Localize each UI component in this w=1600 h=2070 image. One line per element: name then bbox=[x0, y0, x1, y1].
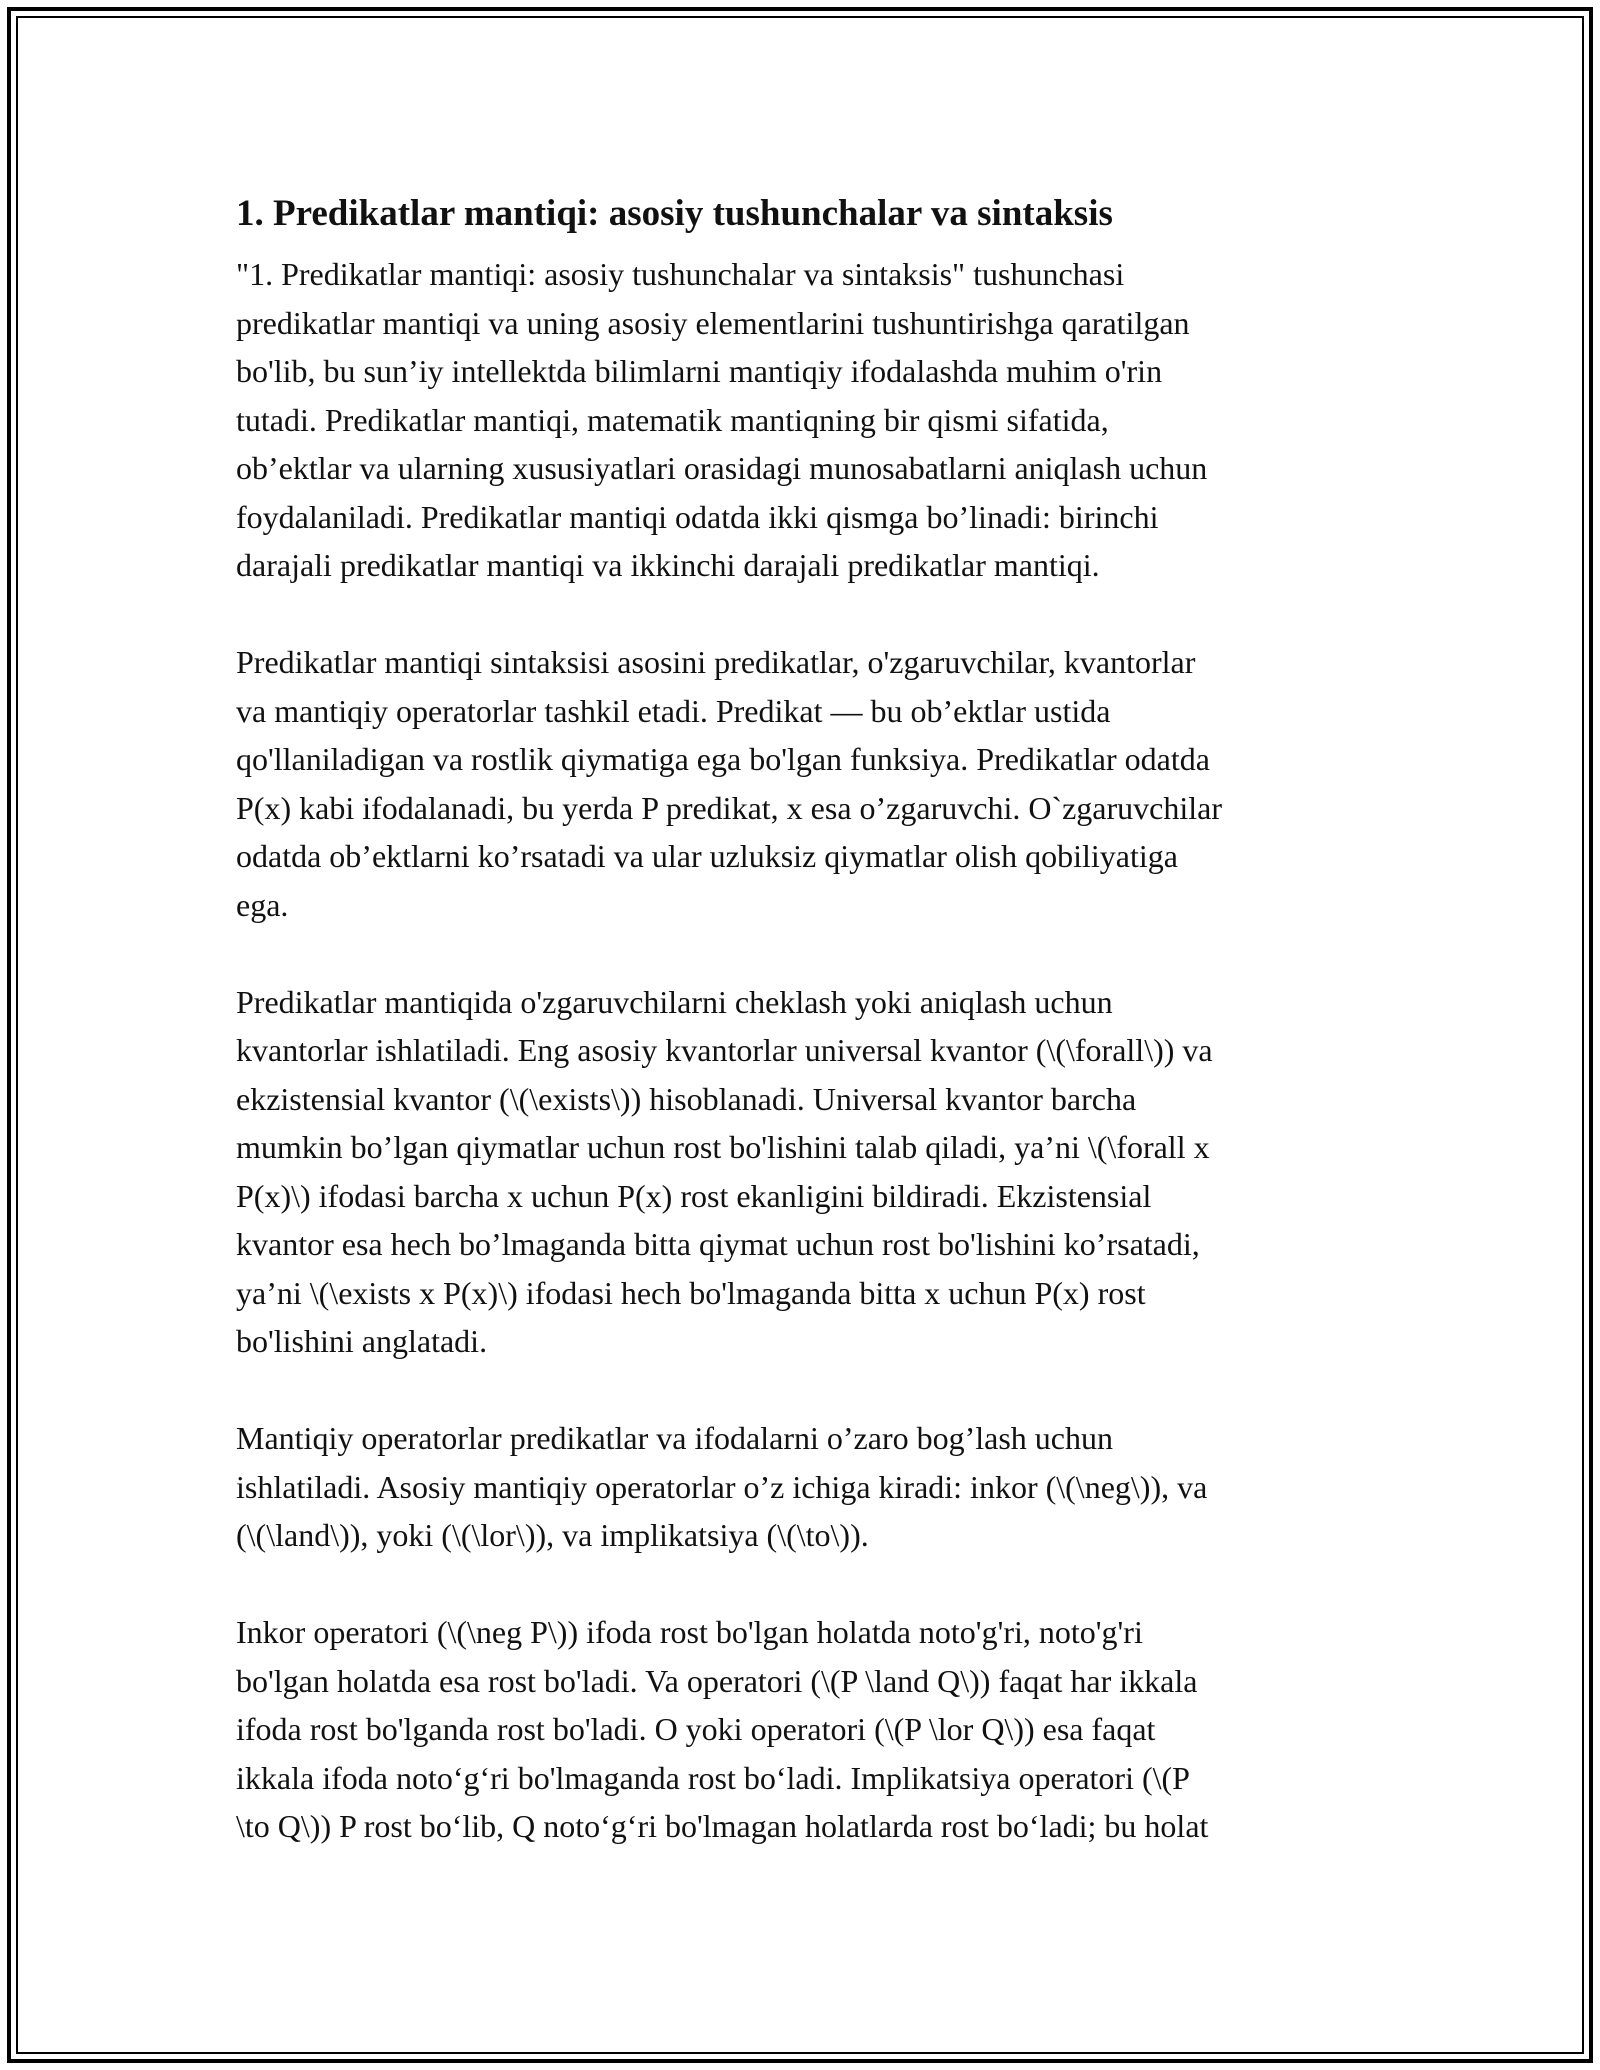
paragraph-line: Predikatlar mantiqi sintaksisi asosini predikatlar, o'zgaruvchilar, kvantorlar bbox=[236, 644, 1196, 680]
document-body bbox=[236, 190, 1376, 1899]
paragraph-line: ikkala ifoda noto‘g‘ri bo'lmaganda rost bo‘ladi. Implikatsiya operatori (\(P bbox=[236, 1759, 1190, 1796]
paragraph-line: odatda ob’ektlarni ko’rsatadi va ular uzluksiz qiymatlar olish qobiliyatiga bbox=[236, 838, 1178, 874]
paragraph-intro bbox=[236, 250, 1376, 590]
paragraph-line: ifoda rost bo'lganda rost bo'ladi. O yoki operatori (\(P \lor Q\)) esa faqat bbox=[236, 1711, 1156, 1747]
section-heading: 1. Predikatlar mantiqi: asosiy tushunchalar va sintaksis bbox=[236, 193, 1113, 234]
paragraph-line: "1. Predikatlar mantiqi: asosiy tushunchalar va sintaksis" tushunchasi bbox=[236, 256, 1125, 292]
paragraph-line: darajali predikatlar mantiqi va ikkinchi darajali predikatlar mantiqi. bbox=[236, 547, 1100, 583]
paragraph-operator-semantics bbox=[236, 1608, 1376, 1851]
paragraph-line: ob’ektlar va ularning xususiyatlari orasidagi munosabatlarni aniqlash uchun bbox=[236, 450, 1208, 486]
paragraph-line: bo'lib, bu sun’iy intellektda bilimlarni mantiqiy ifodalashda muhim o'rin bbox=[236, 353, 1163, 389]
paragraph-quantifiers bbox=[236, 978, 1376, 1366]
paragraph-line: bo'lishini anglatadi. bbox=[236, 1323, 488, 1359]
paragraph-line: ekzistensial kvantor (\(\exists\)) hisoblanadi. Universal kvantor barcha bbox=[236, 1080, 1137, 1117]
paragraph-line: P(x)\) ifodasi barcha x uchun P(x) rost ekanligini bildiradi. Ekzistensial bbox=[236, 1177, 1152, 1214]
paragraph-line: ya’ni \(\exists x P(x)\) ifodasi hech bo'lmaganda bitta x uchun P(x) rost bbox=[236, 1274, 1146, 1311]
paragraph-line: tutadi. Predikatlar mantiqi, matematik mantiqning bir qismi sifatida, bbox=[236, 401, 1109, 438]
paragraph-line: Mantiqiy operatorlar predikatlar va ifodalarni o’zaro bog’lash uchun bbox=[236, 1420, 1113, 1456]
paragraph-line: kvantor esa hech bo’lmaganda bitta qiymat uchun rost bo'lishini ko’rsatadi, bbox=[236, 1226, 1200, 1262]
paragraph-line: ega. bbox=[236, 886, 289, 923]
paragraph-line: \to Q\)) P rost bo‘lib, Q noto‘g‘ri bo'lmagan holatlarda rost bo‘ladi; bu holat bbox=[236, 1808, 1209, 1844]
paragraph-line: qo'llaniladigan va rostlik qiymatiga ega bo'lgan funksiya. Predikatlar odatda bbox=[236, 741, 1210, 777]
paragraph-line: predikatlar mantiqi va uning asosiy elementlarini tushuntirishga qaratilgan bbox=[236, 304, 1190, 341]
paragraph-syntax bbox=[236, 638, 1376, 929]
paragraph-line: mumkin bo’lgan qiymatlar uchun rost bo'lishini talab qiladi, ya’ni \(\forall x bbox=[236, 1129, 1210, 1165]
paragraph-line: va mantiqiy operatorlar tashkil etadi. Predikat — bu ob’ektlar ustida bbox=[236, 692, 1111, 729]
paragraph-line: (\(\land\)), yoki (\(\lor\)), va implikatsiya (\(\to\)). bbox=[236, 1517, 869, 1553]
paragraph-line: bo'lgan holatda esa rost bo'ladi. Va operatori (\(P \land Q\)) faqat har ikkala bbox=[236, 1662, 1198, 1699]
paragraph-line: Predikatlar mantiqida o'zgaruvchilarni cheklash yoki aniqlash uchun bbox=[236, 983, 1113, 1020]
paragraph-line: P(x) kabi ifodalanadi, bu yerda P predikat, x esa o’zgaruvchi. O`zgaruvchilar bbox=[236, 789, 1222, 826]
paragraph-line: Inkor operatori (\(\neg P\)) ifoda rost bo'lgan holatda noto'g'ri, noto'g'ri bbox=[236, 1614, 1143, 1650]
paragraph-line: foydalaniladi. Predikatlar mantiqi odatda ikki qismga bo’linadi: birinchi bbox=[236, 498, 1159, 535]
paragraph-line: kvantorlar ishlatiladi. Eng asosiy kvantorlar universal kvantor (\(\forall\)) va bbox=[236, 1032, 1213, 1068]
paragraph-operators bbox=[236, 1414, 1376, 1560]
paragraph-line: ishlatiladi. Asosiy mantiqiy operatorlar o’z ichiga kiradi: inkor (\(\neg\)), va bbox=[236, 1468, 1208, 1505]
